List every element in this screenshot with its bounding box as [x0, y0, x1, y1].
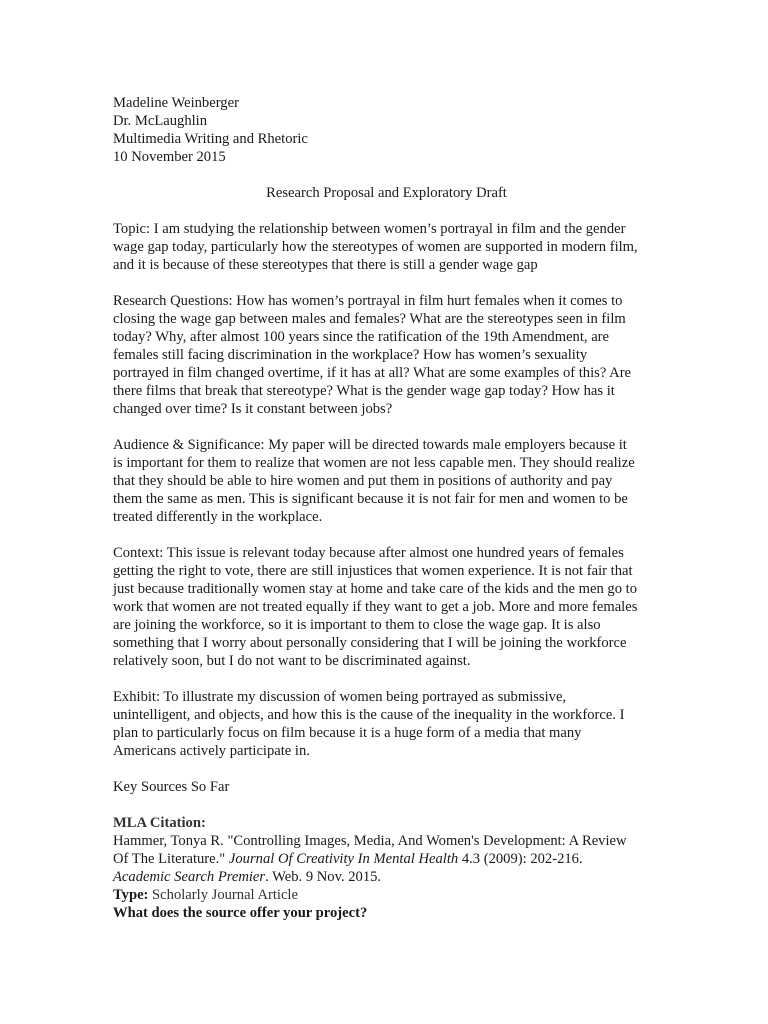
citation-access-date: . Web. 9 Nov. 2015.: [265, 869, 382, 885]
instructor-name: Dr. McLaughlin: [113, 113, 208, 129]
text-line: Americans actively participate in.: [113, 743, 310, 759]
audience-paragraph: [113, 436, 658, 526]
text-line: portrayed in film changed overtime, if it has at all? What are some examples of this? Are: [113, 365, 632, 381]
citation-line-1: Hammer, Tonya R. "Controlling Images, Media, And Women's Development: A Review: [113, 833, 627, 849]
citation-title-end: Of The Literature.": [113, 851, 229, 867]
document-title: Research Proposal and Exploratory Draft: [266, 185, 507, 201]
heading-block: [113, 94, 658, 166]
text-line: getting the right to vote, there are still injustices that women experience. It is not fair that: [113, 563, 633, 579]
topic-paragraph: [113, 220, 658, 274]
text-line: plan to particularly focus on film because it is a huge form of a media that many: [113, 725, 582, 741]
text-line: and it is because of these stereotypes that there is still a gender wage gap: [113, 257, 538, 273]
citation-volume: 4.3 (2009): 202-216.: [458, 851, 583, 867]
citation-line-3: [113, 868, 658, 886]
type-value: Scholarly Journal Article: [148, 887, 298, 903]
text-line: Research Questions: How has women’s portrayal in film hurt females when it comes to: [113, 293, 623, 309]
text-line: today? Why, after almost 100 years since the ratification of the 19th Amendment, are: [113, 329, 610, 345]
citation-journal: Journal Of Creativity In Mental Health: [228, 851, 459, 867]
citation-database: Academic Search Premier: [113, 869, 266, 885]
author-name: Madeline Weinberger: [113, 95, 239, 111]
text-line: unintelligent, and objects, and how this is the cause of the inequality in the workforce. I: [113, 707, 625, 723]
mla-citation-label: MLA Citation:: [113, 815, 206, 831]
text-line: wage gap today, particularly how the stereotypes of women are supported in modern film,: [113, 239, 638, 255]
source-entry: [113, 814, 658, 922]
text-line: there films that break that stereotype? What is the gender wage gap today? How has it: [113, 383, 615, 399]
text-line: treated differently in the workplace.: [113, 509, 323, 525]
research-questions-paragraph: [113, 292, 658, 418]
context-paragraph: [113, 544, 658, 670]
text-line: Topic: I am studying the relationship between women’s portrayal in film and the gender: [113, 221, 626, 237]
text-line: relatively soon, but I do not want to be discriminated against.: [113, 653, 471, 669]
text-line: that they should be able to hire women and put them in positions of authority and pay: [113, 473, 613, 489]
type-label: Type:: [113, 887, 149, 903]
document-body: [113, 94, 658, 922]
text-line: is important for them to realize that women are not less capable men. They should realize: [113, 455, 635, 471]
citation-line-2: [113, 850, 658, 868]
text-line: Exhibit: To illustrate my discussion of women being portrayed as submissive,: [113, 689, 567, 705]
source-offer-question: What does the source offer your project?: [113, 905, 368, 921]
source-type: [113, 886, 658, 904]
text-line: changed over time? Is it constant between jobs?: [113, 401, 393, 417]
text-line: are joining the workforce, so it is important to them to close the wage gap. It is also: [113, 617, 601, 633]
text-line: Context: This issue is relevant today because after almost one hundred years of females: [113, 545, 624, 561]
exhibit-paragraph: [113, 688, 658, 760]
document-date: 10 November 2015: [113, 149, 226, 165]
text-line: just because traditionally women stay at home and take care of the kids and the men go to: [113, 581, 637, 597]
text-line: work that women are not treated equally if they want to get a job. More and more females: [113, 599, 638, 615]
text-line: something that I worry about personally considering that I will be joining the workforce: [113, 635, 627, 651]
text-line: Audience & Significance: My paper will be directed towards male employers because it: [113, 437, 627, 453]
text-line: females still facing discrimination in the workplace? How has women’s sexuality: [113, 347, 588, 363]
text-line: them the same as men. This is significant because it is not fair for men and women to be: [113, 491, 628, 507]
text-line: closing the wage gap between males and females? What are the stereotypes seen in film: [113, 311, 626, 327]
course-name: Multimedia Writing and Rhetoric: [113, 131, 308, 147]
key-sources-heading: Key Sources So Far: [113, 779, 230, 795]
